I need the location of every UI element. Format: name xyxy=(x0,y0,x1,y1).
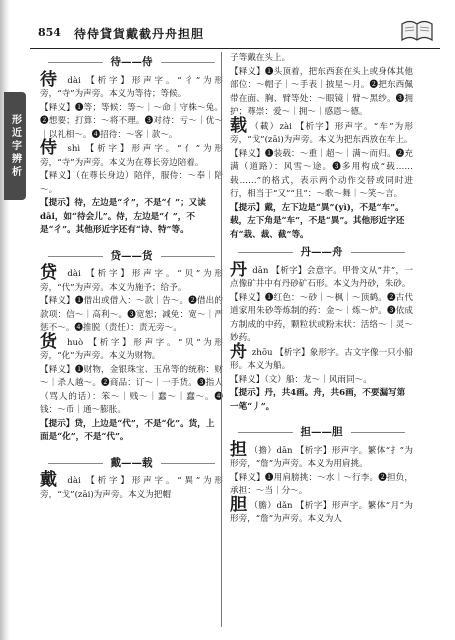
open-book-icon xyxy=(400,16,434,44)
pair-heading: 贷——货 xyxy=(40,250,223,264)
headword: 侍 xyxy=(40,138,60,158)
right-column xyxy=(230,52,413,527)
headword: 戴 xyxy=(40,470,60,490)
entry-meaning: 【释义】❶红色：～砂｜～枫｜～顶鹤。❷古代道家用朱砂等炼制的药：金～｜炼～炉。❸依成方制成的中药，颗粒状或粉末状：活络～｜灵～妙药。 xyxy=(230,292,413,343)
entry-definition: 【提示】丹，共4画。舟，共6画，不要漏写第一笔“丿”。 xyxy=(230,388,406,412)
dictionary-entry xyxy=(230,52,413,120)
entry-definition: 货 huò 【析字】形声字。“贝”为形旁，“化”为声旁。本义为财物。 xyxy=(40,331,224,361)
tip-note xyxy=(40,197,223,238)
entry-definition: 戴 dài 【析字】形声字。“異”为形旁，“戈”(zāi)为声旁。本义为把帽 xyxy=(40,470,224,500)
dictionary-entry xyxy=(230,494,414,527)
entry-meaning: 【释义】❶用肩膀挑：～水｜～行李。❷担负，承担：～当｜分～。 xyxy=(230,472,413,496)
entry-meaning: 【释义】❶装载：～重｜超～｜满～而归。❷充满（道路）：风雪～途。❸多用构成“载……载……”的格式，表示两个动作交替或同时进行，相当于“又”“且”：～歌～舞｜～笑～言。 xyxy=(230,148,413,199)
entry-definition: 【提示】贷，上边是“代”，不是“化”。货，上面是“化”，不是“代”。 xyxy=(40,418,215,442)
entry-meaning: 【释义】（文）船：龙～｜风雨同～。 xyxy=(230,374,372,385)
dictionary-entry xyxy=(40,470,224,502)
headword: 担 xyxy=(230,439,248,460)
entry-definition: 【提示】戴，左下边是“異”(yì)，不是“车”。载，左下角是“车”，不是“異”。其他形近字还有“栽、裁、截”等。 xyxy=(230,202,405,240)
dictionary-entry xyxy=(40,138,224,197)
headword: 胆 xyxy=(230,494,248,515)
page-number: 854 xyxy=(38,26,61,39)
entry-definition: 侍 shì 【析字】形声字。“亻”为形旁，“寺”为声旁。本义为在尊长旁边陪着。 xyxy=(40,138,224,168)
dictionary-entry xyxy=(40,263,224,336)
pair-heading: 担——胆 xyxy=(230,426,413,440)
entry-meaning: 【释义】❶财物，金银珠宝、玉帛等的统称：财～｜杀人越～。❷商品：订～｜一手货。❸指人（骂人的话）：笨～｜贱～｜蠢～｜蠢～。❹钱：～币｜通～膨胀。 xyxy=(40,364,223,415)
entry-meaning: 【释义】（在尊长身边）陪伴，服侍：～奉｜陪～。 xyxy=(40,171,223,195)
headword: 货 xyxy=(40,331,60,352)
entry-definition: 丹 dān 【析字】会意字。甲骨文从“井”，一点像矿井中有丹砂矿石形。本义为丹砂，朱砂。 xyxy=(230,259,413,289)
entry-definition: 子等戴在头上。 xyxy=(230,53,291,63)
entry-definition: 载 （載）zài 【析字】形声字。“车”为形旁，“戈”(zāi)为声旁。本义为把东西放在车上。 xyxy=(230,115,414,145)
tip-note xyxy=(40,418,223,445)
dictionary-entry xyxy=(40,69,224,143)
left-column xyxy=(40,52,223,502)
tip-note xyxy=(230,202,413,243)
running-title: 待侍貸貨戴截丹舟担胆 xyxy=(74,27,205,41)
headword: 丹 xyxy=(230,259,248,280)
pair-heading: 待——侍 xyxy=(40,56,223,70)
column-divider xyxy=(221,52,222,627)
pair-heading: 丹——舟 xyxy=(230,246,413,260)
headword: 贷 xyxy=(40,263,60,283)
tip-note xyxy=(230,387,413,414)
entry-meaning: 【释义】❶借出或借入：～款｜告～。❷借出的款项：信～｜高利～。❸宽恕；减免：宽～｜严惩不～。❹推脱（责任）：责无旁～。 xyxy=(40,296,223,333)
pair-heading: 戴——载 xyxy=(40,457,223,471)
page-header xyxy=(38,26,438,46)
dictionary-entry xyxy=(230,115,414,202)
entry-definition: 【提示】待，左边是“彳”，不是“亻”；又读 dāi，如“待会儿”。侍，左边是“亻”，不是“彳”。其他形近字还有“诗、特”等。 xyxy=(40,198,206,235)
header-rule xyxy=(30,48,440,49)
headword: 载 xyxy=(230,115,249,136)
dictionary-entry xyxy=(230,259,413,346)
dictionary-entry xyxy=(40,331,224,418)
entry-definition: 待 dài 【析字】形声字。“彳”为形旁，“寺”为声旁。本义为等待；等候。 xyxy=(40,69,224,99)
entry-definition: 担 （擔）dān 【析字】形声字。繁体“扌”为形旁，“詹”为声旁。本义为用肩挑。 xyxy=(230,439,414,469)
entry-definition: 胆 （膽）dǎn 【析字】形声字。繁体“月”为形旁，“詹”为声旁。本义为人 xyxy=(230,494,414,524)
dictionary-entry xyxy=(230,439,414,499)
entry-definition: 贷 dài 【析字】形声字。“贝”为形旁，“代”为声旁。本义为施予；给予。 xyxy=(40,263,224,293)
headword: 舟 xyxy=(230,341,248,362)
entry-meaning: 【释义】❶等；等候：等～｜～命｜守株～兔。❷想要；打算：～将不理。❸对待：亏～｜优～｜以礼相～。❹招待：～客｜款～。 xyxy=(40,102,223,140)
side-tab: 形近字辨析 xyxy=(4,92,26,200)
entry-meaning: 【释义】❶头顶着，把东西套在头上或身体其他部位：～帽子｜～手表｜披星～月。❷把东西佩带在面、胸、臂等处：～眼镜｜臂～黑纱。❸拥护；尊崇：爱～｜拥～｜感恩～德。 xyxy=(230,66,413,117)
dictionary-entry xyxy=(230,341,413,388)
entry-definition: 舟 zhōu 【析字】象形字。古文字像一只小船形。本义为船。 xyxy=(230,341,413,371)
headword: 待 xyxy=(40,69,60,90)
